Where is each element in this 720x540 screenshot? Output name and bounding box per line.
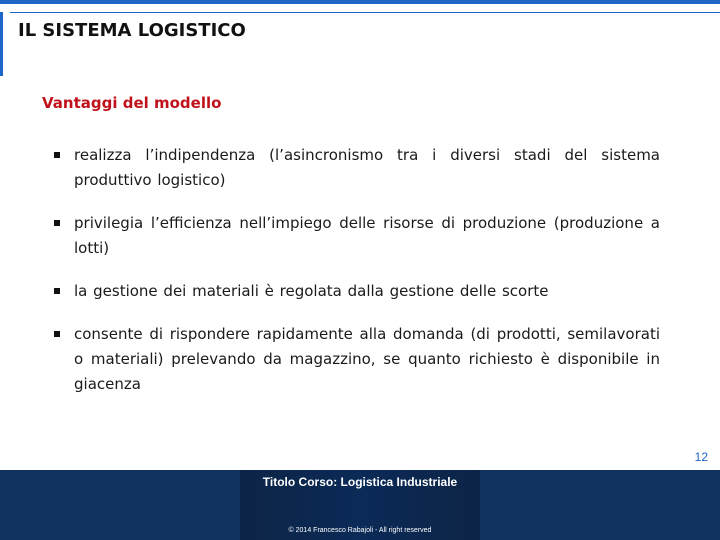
- square-bullet-icon: [54, 331, 60, 337]
- title-bracket: [0, 12, 10, 76]
- square-bullet-icon: [54, 152, 60, 158]
- title-rule: [10, 12, 720, 13]
- top-border: [0, 0, 720, 4]
- bullet-text: realizza l’indipendenza (l’asincronismo tra i diversi stadi del sistema produttivo logistico): [74, 146, 660, 189]
- footer-bar: [0, 470, 720, 540]
- slide-title: IL SISTEMA LOGISTICO: [18, 20, 246, 41]
- bullet-item: [52, 322, 660, 397]
- footer-copyright: © 2014 Francesco Rabajoli - All right reserved: [288, 527, 432, 534]
- bullet-text: consente di rispondere rapidamente alla domanda (di prodotti, semilavorati o materiali) prelevando da magazzino, se quanto richiesto è disponibile in giacenza: [74, 325, 660, 393]
- bullet-text: la gestione dei materiali è regolata dalla gestione delle scorte: [74, 282, 549, 300]
- square-bullet-icon: [54, 288, 60, 294]
- footer-left-panel: [0, 470, 240, 540]
- bullet-text: privilegia l’efficienza nell’impiego delle risorse di produzione (produzione a lotti): [74, 214, 660, 257]
- page-number: 12: [694, 450, 708, 464]
- bullet-list: [52, 143, 660, 415]
- section-subtitle: Vantaggi del modello: [42, 94, 222, 112]
- bullet-item: [52, 211, 660, 261]
- square-bullet-icon: [54, 220, 60, 226]
- footer-right-panel: [480, 470, 720, 540]
- footer-course-title: Titolo Corso: Logistica Industriale: [262, 475, 458, 489]
- bullet-item: [52, 143, 660, 193]
- bullet-item: [52, 279, 660, 304]
- footer-center-panel: [240, 470, 480, 540]
